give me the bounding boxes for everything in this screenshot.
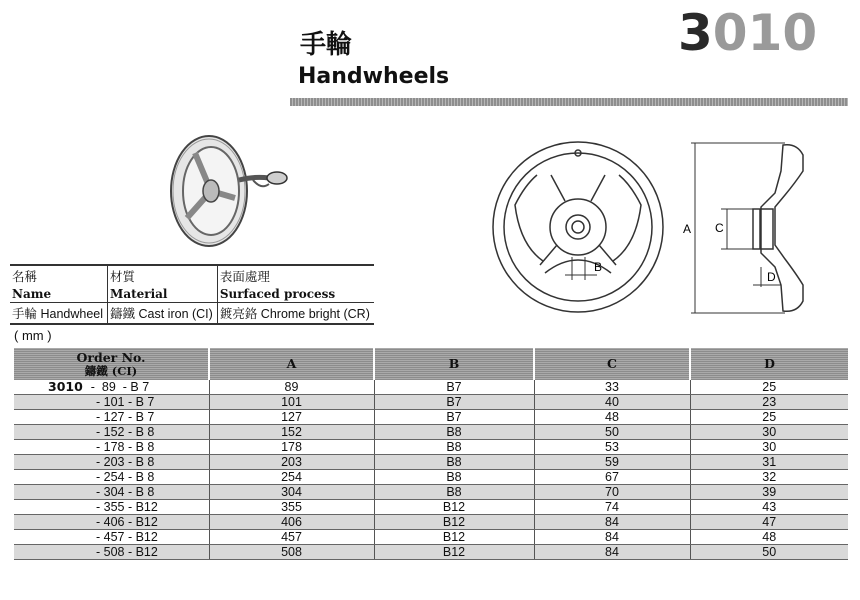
order-suffix: - 101 - B 7 xyxy=(96,395,155,409)
spec-table xyxy=(14,348,848,560)
cell-b: B7 xyxy=(374,410,534,425)
material-value-surface: 鍍亮鉻 Chrome bright (CR) xyxy=(217,303,374,325)
material-head-cn-surface: 表面處理 xyxy=(217,265,374,286)
header-d: D xyxy=(690,348,848,380)
cell-a: 355 xyxy=(209,500,374,515)
cell-a: 89 xyxy=(209,380,374,395)
cell-d: 25 xyxy=(690,410,848,425)
table-row xyxy=(14,530,848,545)
cell-b: B8 xyxy=(374,470,534,485)
order-suffix: - 508 - B12 xyxy=(96,545,158,559)
material-head-en-surface: Surfaced process xyxy=(217,286,374,303)
order-number-cell xyxy=(14,395,209,410)
header-order-cn: 鑄鐵 (CI) xyxy=(84,363,138,378)
cell-c: 53 xyxy=(534,440,690,455)
order-suffix: - 406 - B12 xyxy=(96,515,158,529)
cell-d: 39 xyxy=(690,485,848,500)
cell-a: 406 xyxy=(209,515,374,530)
cell-d: 50 xyxy=(690,545,848,560)
header-c: C xyxy=(534,348,690,380)
product-code xyxy=(678,4,817,62)
order-number-cell xyxy=(14,515,209,530)
cell-b: B12 xyxy=(374,500,534,515)
order-prefix: 3010 xyxy=(48,379,83,394)
cell-b: B7 xyxy=(374,380,534,395)
order-number-cell xyxy=(14,470,209,485)
cell-a: 508 xyxy=(209,545,374,560)
cell-a: 304 xyxy=(209,485,374,500)
order-suffix: - 254 - B 8 xyxy=(96,470,155,484)
cell-a: 457 xyxy=(209,530,374,545)
cell-b: B7 xyxy=(374,395,534,410)
dim-label-b: B xyxy=(594,260,603,274)
cell-b: B12 xyxy=(374,530,534,545)
cell-a: 254 xyxy=(209,470,374,485)
order-suffix: - 152 - B 8 xyxy=(96,425,155,439)
cell-b: B8 xyxy=(374,440,534,455)
drawing-front-view xyxy=(493,142,663,312)
order-number-cell xyxy=(14,425,209,440)
cell-a: 101 xyxy=(209,395,374,410)
header-a: A xyxy=(209,348,374,380)
cell-a: 152 xyxy=(209,425,374,440)
material-head-cn-material: 材質 xyxy=(108,265,218,286)
order-suffix: - 355 - B12 xyxy=(96,500,158,514)
cell-d: 48 xyxy=(690,530,848,545)
header-b: B xyxy=(374,348,534,380)
order-number-cell xyxy=(14,380,209,395)
cell-c: 33 xyxy=(534,380,690,395)
cell-a: 203 xyxy=(209,455,374,470)
cell-b: B12 xyxy=(374,515,534,530)
order-suffix: - 89 - B 7 xyxy=(90,380,150,394)
cell-a: 178 xyxy=(209,440,374,455)
cell-d: 43 xyxy=(690,500,848,515)
table-row xyxy=(14,515,848,530)
material-head-cn-name: 名稱 xyxy=(10,265,108,286)
cell-d: 31 xyxy=(690,455,848,470)
table-row xyxy=(14,500,848,515)
order-number-cell xyxy=(14,485,209,500)
unit-label: ( mm ) xyxy=(14,328,52,343)
order-number-cell xyxy=(14,410,209,425)
cell-d: 30 xyxy=(690,440,848,455)
table-row xyxy=(14,440,848,455)
order-number-cell xyxy=(14,455,209,470)
cell-c: 84 xyxy=(534,515,690,530)
cell-c: 40 xyxy=(534,395,690,410)
cell-b: B8 xyxy=(374,485,534,500)
product-code-rest: 010 xyxy=(712,4,818,62)
title-english: Handwheels xyxy=(298,64,450,89)
table-row xyxy=(14,485,848,500)
cell-c: 67 xyxy=(534,470,690,485)
dim-label-d: D xyxy=(767,270,776,284)
product-code-main: 3 xyxy=(678,4,713,62)
cell-b: B8 xyxy=(374,455,534,470)
header-order-en: Order No. xyxy=(76,349,146,365)
order-number-cell xyxy=(14,545,209,560)
table-row xyxy=(14,395,848,410)
table-row xyxy=(14,470,848,485)
cell-d: 32 xyxy=(690,470,848,485)
cell-a: 127 xyxy=(209,410,374,425)
cell-c: 59 xyxy=(534,455,690,470)
material-head-en-material: Material xyxy=(108,286,218,303)
header-order-no xyxy=(14,348,209,380)
technical-drawing xyxy=(485,135,825,325)
handwheel-photo xyxy=(165,128,295,254)
table-row xyxy=(14,455,848,470)
material-value-material: 鑄鐵 Cast iron (CI) xyxy=(108,303,218,325)
spec-table-body xyxy=(14,380,848,560)
cell-c: 48 xyxy=(534,410,690,425)
cell-d: 25 xyxy=(690,380,848,395)
material-value-name: 手輪 Handwheel xyxy=(10,303,108,325)
order-suffix: - 178 - B 8 xyxy=(96,440,155,454)
table-row xyxy=(14,380,848,395)
title-chinese: 手輪 xyxy=(300,30,353,60)
title-underline-bar xyxy=(290,98,848,106)
dim-label-a: A xyxy=(683,222,692,236)
cell-c: 70 xyxy=(534,485,690,500)
cell-c: 50 xyxy=(534,425,690,440)
cell-d: 30 xyxy=(690,425,848,440)
order-number-cell xyxy=(14,530,209,545)
cell-c: 74 xyxy=(534,500,690,515)
order-number-cell xyxy=(14,440,209,455)
order-suffix: - 127 - B 7 xyxy=(96,410,155,424)
material-head-en-name: Name xyxy=(10,286,108,303)
dim-label-c: C xyxy=(715,221,724,235)
cell-b: B8 xyxy=(374,425,534,440)
table-row xyxy=(14,545,848,560)
order-suffix: - 304 - B 8 xyxy=(96,485,155,499)
cell-b: B12 xyxy=(374,545,534,560)
cell-c: 84 xyxy=(534,530,690,545)
order-suffix: - 203 - B 8 xyxy=(96,455,155,469)
cell-d: 23 xyxy=(690,395,848,410)
material-table xyxy=(10,264,374,325)
order-suffix: - 457 - B12 xyxy=(96,530,158,544)
cell-c: 84 xyxy=(534,545,690,560)
order-number-cell xyxy=(14,500,209,515)
table-row xyxy=(14,410,848,425)
cell-d: 47 xyxy=(690,515,848,530)
table-row xyxy=(14,425,848,440)
